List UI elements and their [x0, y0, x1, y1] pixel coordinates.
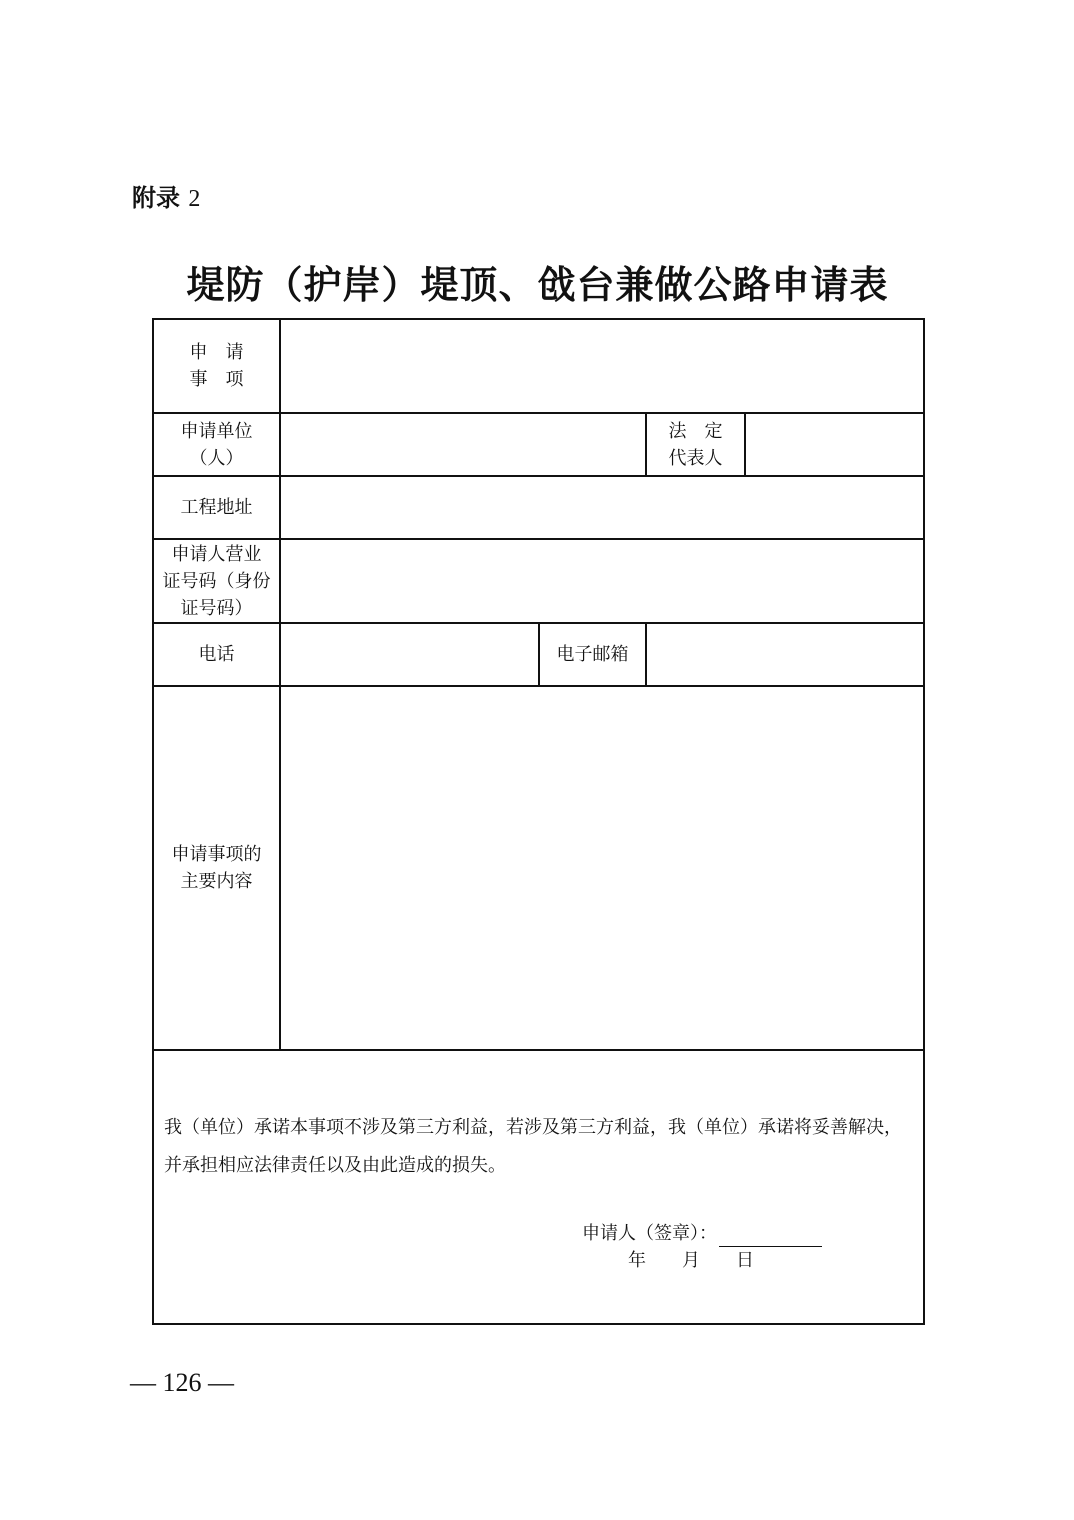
applicant-field[interactable]	[280, 413, 646, 476]
project-address-label: 工程地址	[153, 476, 280, 539]
signature-label: 申请人（签章）：	[582, 1223, 717, 1244]
project-address-field[interactable]	[280, 476, 924, 539]
legal-rep-label: 法 定 代表人	[646, 413, 745, 476]
email-label: 电子邮箱	[539, 623, 646, 686]
appendix-number: 2	[188, 186, 201, 212]
apply-item-field[interactable]	[280, 319, 924, 413]
signature-row	[582, 1220, 822, 1247]
signature-line[interactable]	[719, 1226, 822, 1247]
sign-date: 年 月 日	[628, 1250, 754, 1271]
license-number-label: 申请人营业 证号码（身份 证号码）	[153, 539, 280, 623]
form-title: 堤防（护岸）堤顶、戗台兼做公路申请表	[186, 263, 889, 307]
applicant-label: 申请单位 （人）	[153, 413, 280, 476]
phone-field[interactable]	[280, 623, 539, 686]
license-number-field[interactable]	[280, 539, 924, 623]
appendix-label: 附录	[132, 184, 180, 212]
main-content-field[interactable]	[280, 686, 924, 1050]
phone-label: 电话	[153, 623, 280, 686]
page-number: — 126 —	[130, 1368, 234, 1397]
application-form-table	[152, 318, 925, 1325]
legal-rep-field[interactable]	[745, 413, 924, 476]
apply-item-label: 申 请 事 项	[153, 319, 280, 413]
email-field[interactable]	[646, 623, 924, 686]
appendix-heading	[132, 178, 200, 213]
main-content-label: 申请事项的 主要内容	[153, 686, 280, 1050]
pledge-text: 我（单位）承诺本事项不涉及第三方利益，若涉及第三方利益，我（单位）承诺将妥善解决， 并承担相应法律责任以及由此造成的损失。	[164, 1117, 902, 1176]
pledge-section	[153, 1050, 924, 1324]
